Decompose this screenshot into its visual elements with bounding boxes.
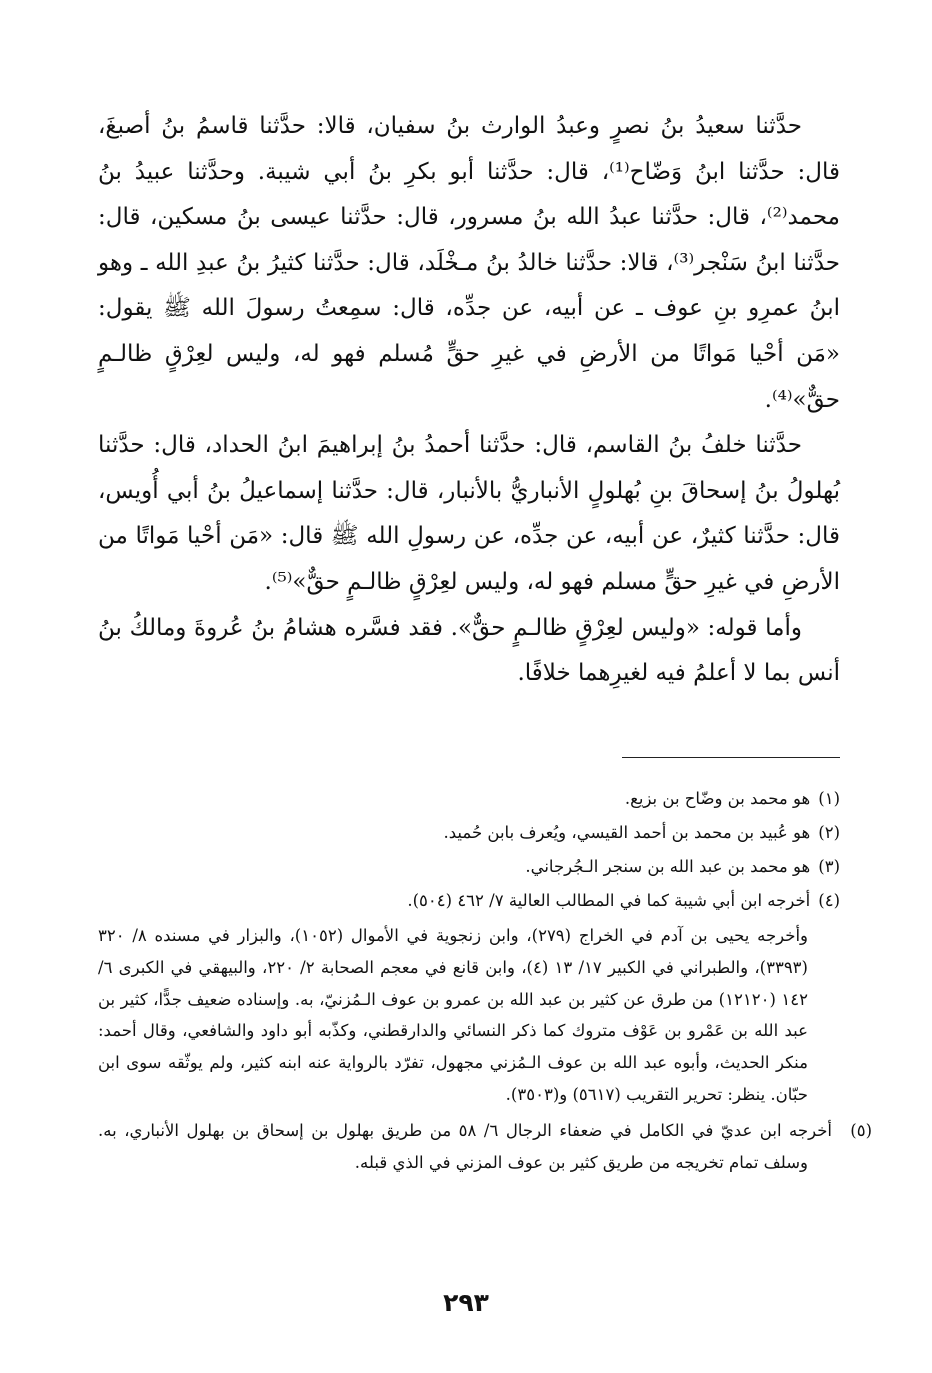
footnote-5: (٥)أخرجه ابن عديّ في الكامل في ضعفاء الرجال ٦/ ٥٨ من طريق بهلول بن إسحاق بن بهلول الأنباري، به. وسلف تمام تخريجه من طريق كثير بن عوف المزني في الذي قبله. (98, 1120, 872, 1172)
footnote-text: هو محمد بن وضّاح بن بزيع. (624, 789, 811, 808)
footnote-2 (98, 816, 840, 850)
paragraph-3: وأما قوله: «وليس لعِرْقٍ ظالـمٍ حقٌّ». فقد فسَّره هشامُ بنُ عُروةَ ومالكُ بنُ أنس بما لا أعلمُ فيه لغيرِهما خلافًا. (98, 614, 840, 687)
footnote-number: (٤) (818, 891, 840, 910)
main-text (98, 104, 840, 697)
footnote-3 (98, 850, 840, 884)
footnote-text: هو عُبيد بن محمد بن أحمد القيسي، ويُعرف بابن حُميد. (443, 823, 811, 842)
footnote-number: (١) (818, 789, 840, 808)
footnote-text: أخرجه ابن عديّ في الكامل في ضعفاء الرجال ٦/ ٥٨ من طريق بهلول بن إسحاق بن بهلول الأنباري، به. وسلف تمام تخريجه من طريق كثير بن عوف المزني في الذي قبله. (98, 1120, 832, 1172)
footnotes (98, 782, 872, 1179)
paragraph-2: حدَّثنا خلفُ بنُ القاسم، قال: حدَّثنا أحمدُ بنُ إبراهيمَ ابنُ الحداد، قال: حدَّثنا بُهلولُ بنُ إسحاقَ بنِ بُهلولٍ الأنباريُّ بالأنبار، قال: حدَّثنا إسماعيلُ بنُ أبي أُويس، قال: حدَّثنا كثيرٌ، عن أبيه، عن جدِّه، عن رسولِ الله ﷺ قال: «مَن أحْيا مَواتًا من الأرضِ في غيرِ حقٍّ مسلم فهو له، وليس لعِرْقٍ ظالـمٍ حقٌّ»⁽⁵⁾. (98, 432, 840, 595)
footnote-4 (98, 884, 840, 918)
footnote-number: (٢) (818, 823, 840, 842)
footnote-text: أخرجه ابن أبي شيبة كما في المطالب العالية ٧/ ٤٦٢ (٥٠٤). (407, 891, 811, 910)
page-number: ٢٩٣ (443, 1288, 489, 1317)
footnote-1 (98, 782, 840, 816)
footnote-separator (622, 757, 840, 758)
paragraph-1: حدَّثنا سعيدُ بنُ نصرٍ وعبدُ الوارث بنُ سفيان، قالا: حدَّثنا قاسمُ بنُ أصبغَ، قال: حدَّثنا ابنُ وَضّاح⁽¹⁾، قال: حدَّثنا أبو بكرِ بنُ أبي شيبة. وحدَّثنا عبيدُ بنُ محمد⁽²⁾، قال: حدَّثنا عبدُ الله بنُ مسرور، قال: حدَّثنا عيسى بنُ مسكين، قال: حدَّثنا ابنُ سَنْجر⁽³⁾، قالا: حدَّثنا خالدُ بنُ مـخْلَد، قال: حدَّثنا كثيرُ بنُ عبدِ الله ـ وهو ابنُ عمرِو بنِ عوف ـ عن أبيه، عن جدِّه، قال: سمِعتُ رسولَ الله ﷺ يقول: «مَن أحْيا مَواتًا من الأرضِ في غيرِ حقٍّ مُسلم فهو له، وليس لعِرْقٍ ظالـمٍ حقٌّ»⁽⁴⁾. (98, 113, 840, 413)
footnote-text: هو محمد بن عبد الله بن سنجر الـجُرجاني. (525, 857, 811, 876)
footnote-number: (٣) (818, 857, 840, 876)
footnote-4-continuation: وأخرجه يحيى بن آدم في الخراج (٢٧٩)، وابن زنجوية في الأموال (١٠٥٢)، والبزار في مسنده ٨/ ٣٢٠ (٣٣٩٣)، والطبراني في الكبير ١٧/ ١٣ (٤)، وابن قانع في معجم الصحابة ٢/ ٢٢٠، والبيهقي في الكبرى ٦/ ١٤٢ (١٢١٢٠) من طرق عن كثير بن عبد الله بن عمرو بن عوف الـمُزنيّ، به. وإسناده ضعيف جدًّا، كثير بن عبد الله بن عَمْرو بن عَوْف متروك كما ذكر النسائي والدارقطني، وكذّبه أبو داود والشافعي، وقال أحمد: منكر الحديث، وأبوه عبد الله بن عوف الـمُزني مجهول، تفرّد بالرواية عنه ابنه كثير، ولم يوثّقه سوى ابن حبّان. ينظر: تحرير التقريب (٥٦١٧) و(٣٥٠٣). (98, 926, 809, 1104)
